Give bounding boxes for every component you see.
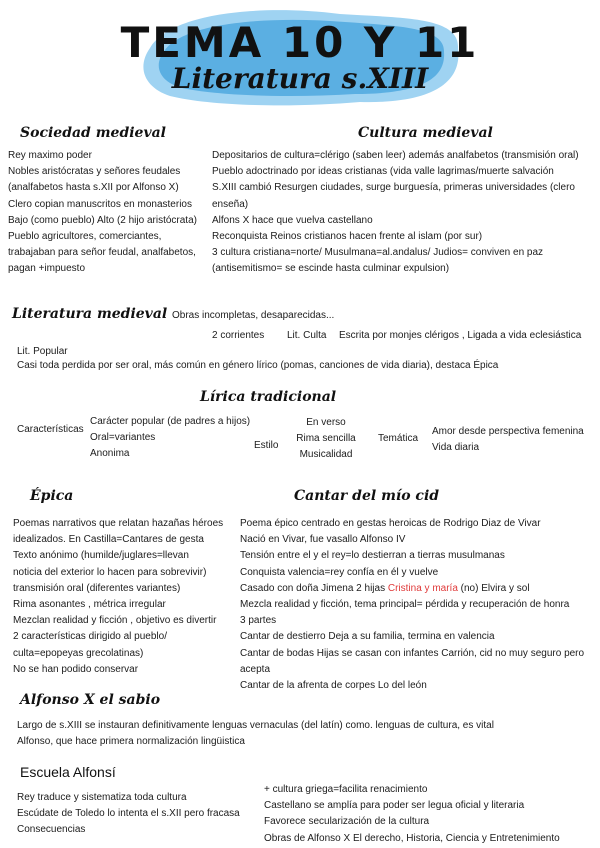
sociedad-list bbox=[8, 148, 197, 278]
epica-line: noticia del exterior lo hacen para sobrevivir) bbox=[13, 566, 207, 578]
alfonso-line: Alfonso, que hace primera normalización lingüistica bbox=[17, 736, 245, 748]
escuela-left-line: Rey traduce y sistematiza toda cultura bbox=[17, 792, 187, 803]
escuela-left-line: Escúdate de Toledo lo intenta el s.XII pero fracasa bbox=[17, 808, 240, 820]
sociedad-heading: Sociedad medieval bbox=[20, 125, 166, 141]
cultura-list bbox=[212, 148, 579, 278]
cultura-line: 3 cultura cristiana=norte/ Musulmana=al.andalus/ Judios= conviven en paz bbox=[212, 247, 544, 259]
alfonso-line: Largo de s.XIII se instauran definitivamente lenguas vernaculas (del latín) como. lenguas de cultura, es vital bbox=[17, 720, 494, 731]
cultura-heading: Cultura medieval bbox=[358, 125, 493, 141]
caracteristica-item: Anonima bbox=[90, 448, 130, 460]
casado-text-end: (no) Elvira y sol bbox=[457, 582, 530, 594]
cantar-line: acepta bbox=[240, 663, 271, 675]
escuela-right-line: Castellano se amplía para poder ser legua oficial y literaria bbox=[264, 800, 525, 812]
tematica-list bbox=[432, 424, 584, 456]
estilo-item: Musicalidad bbox=[299, 449, 353, 461]
estilo-list bbox=[294, 415, 358, 464]
cantar-line: Mezcla realidad y ficción, tema principal= pérdida y recuperación de honra bbox=[240, 599, 570, 611]
escuela-right-list bbox=[264, 782, 560, 847]
sociedad-line: Pueblo agricultores, comerciantes, bbox=[8, 231, 162, 243]
epica-line: transmisión oral (diferentes variantes) bbox=[13, 582, 181, 594]
cultura-line: Depositarios de cultura=clérigo (saben leer) además analfabetos (transmisión oral) bbox=[212, 150, 579, 161]
literatura-note: Obras incompletas, desaparecidas... bbox=[172, 310, 335, 321]
epica-line: culta=epopeyas grecolatinas) bbox=[13, 647, 144, 659]
alfonso-heading: Alfonso X el sabio bbox=[20, 692, 161, 708]
cultura-line: Pueblo adoctrinado por ideas cristianas (vida valle lagrimas/muerte salvación bbox=[212, 166, 554, 178]
cantar-casado-line bbox=[240, 581, 584, 597]
epica-line: Poemas narrativos que relatan hazañas héroes bbox=[13, 518, 224, 529]
highlighted-names: Cristina y maría bbox=[387, 582, 458, 594]
caracteristica-item: Carácter popular (de padres a hijos) bbox=[90, 416, 251, 427]
cultura-line: Alfons X hace que vuelva castellano bbox=[212, 214, 373, 226]
tematica-item: Vida diaria bbox=[432, 442, 480, 454]
cantar-list bbox=[240, 516, 584, 694]
escuela-left-line: Consecuencias bbox=[17, 824, 86, 836]
casado-text: Casado con doña Jimena 2 hijas bbox=[240, 582, 388, 594]
cultura-line: enseña) bbox=[212, 198, 249, 210]
sociedad-line: trabajaban para señor feudal, analfabetos, bbox=[8, 247, 196, 259]
estilo-label: Estilo bbox=[254, 440, 279, 451]
escuela-right-line: + cultura griega=facilita renacimiento bbox=[264, 784, 428, 795]
sociedad-line: Rey maximo poder bbox=[8, 150, 92, 161]
estilo-item: En verso bbox=[306, 417, 346, 428]
sociedad-line: Bajo (como pueblo) Alto (2 hijo aristócrata) bbox=[8, 214, 197, 226]
sociedad-line: pagan +impuesto bbox=[8, 263, 86, 275]
epica-line: 2 características dirigido al pueblo/ bbox=[13, 631, 167, 643]
sociedad-line: (analfabetos hasta s.XII por Alfonso X) bbox=[8, 182, 179, 194]
escuela-heading: Escuela Alfonsí bbox=[20, 764, 116, 780]
tematica-item: Amor desde perspectiva femenina bbox=[432, 426, 584, 437]
epica-line: Texto anónimo (humilde/juglares=llevan bbox=[13, 550, 189, 562]
cantar-line: Tensión entre el y el rey=lo destierran a tierras musulmanas bbox=[240, 550, 505, 562]
cantar-line: Nació en Vivar, fue vasallo Alfonso IV bbox=[240, 534, 406, 546]
sociedad-line: Clero copian manuscritos en monasterios bbox=[8, 198, 192, 210]
cultura-line: (antisemitismo= se escinde hasta culminar expulsion) bbox=[212, 263, 450, 275]
estilo-item: Rima sencilla bbox=[296, 433, 356, 445]
page-title: TEMA 10 Y 11 bbox=[120, 18, 480, 67]
escuela-right-line: Favorece secularización de la cultura bbox=[264, 816, 430, 828]
epica-line: No se han podido conservar bbox=[13, 663, 139, 675]
epica-line: Mezclan realidad y ficción , objetivo es divertir bbox=[13, 615, 217, 627]
lit-culta-label: Lit. Culta bbox=[287, 330, 327, 341]
cantar-line: Cantar de la afrenta de corpes Lo del león bbox=[240, 680, 427, 692]
alfonso-list bbox=[17, 718, 494, 750]
cantar-line: Cantar de destierro Deja a su familia, termina en valencia bbox=[240, 631, 495, 643]
cantar-line: Conquista valencia=rey confía en él y vuelve bbox=[240, 566, 439, 578]
caracteristica-item: Oral=variantes bbox=[90, 432, 156, 444]
escuela-left-list bbox=[17, 790, 240, 839]
epica-line: idealizados. En Castilla=Cantares de gesta bbox=[13, 534, 204, 546]
page-subtitle: Literatura s.XIII bbox=[171, 62, 429, 95]
corrientes-label: 2 corrientes bbox=[212, 330, 265, 341]
epica-line: Rima asonantes , métrica irregular bbox=[13, 599, 166, 611]
lit-culta-desc: Escrita por monjes clérigos , Ligada a vida eclesiástica bbox=[339, 330, 582, 341]
literatura-heading: Literatura medieval bbox=[12, 306, 168, 322]
cantar-line: 3 partes bbox=[240, 615, 277, 627]
cantar-heading: Cantar del mío cid bbox=[294, 488, 440, 504]
lit-popular-desc: Casi toda perdida por ser oral, más común en género lírico (pomas, canciones de vida diaria), destaca Épica bbox=[17, 360, 499, 371]
lirica-heading: Lírica tradicional bbox=[200, 389, 337, 405]
epica-heading: Épica bbox=[30, 488, 74, 504]
cantar-line: Poema épico centrado en gestas heroicas de Rodrigo Diaz de Vivar bbox=[240, 518, 541, 529]
lit-popular-label: Lit. Popular bbox=[17, 346, 68, 357]
cultura-line: S.XIII cambió Resurgen ciudades, surge burguesía, primeras universidades (clero bbox=[212, 182, 575, 194]
sociedad-line: Nobles aristócratas y señores feudales bbox=[8, 166, 181, 178]
cultura-line: Reconquista Reinos cristianos hacen frente al islam (por sur) bbox=[212, 231, 483, 243]
escuela-right-line: Obras de Alfonso X El derecho, Historia, Ciencia y Entretenimiento bbox=[264, 832, 560, 844]
epica-list bbox=[13, 516, 223, 678]
cantar-line: Cantar de bodas Hijas se casan con infantes Carrión, cid no muy seguro pero bbox=[240, 647, 585, 659]
tematica-label: Temática bbox=[378, 433, 419, 444]
caracteristicas-label: Características bbox=[17, 424, 84, 435]
caracteristicas-list bbox=[90, 414, 250, 463]
